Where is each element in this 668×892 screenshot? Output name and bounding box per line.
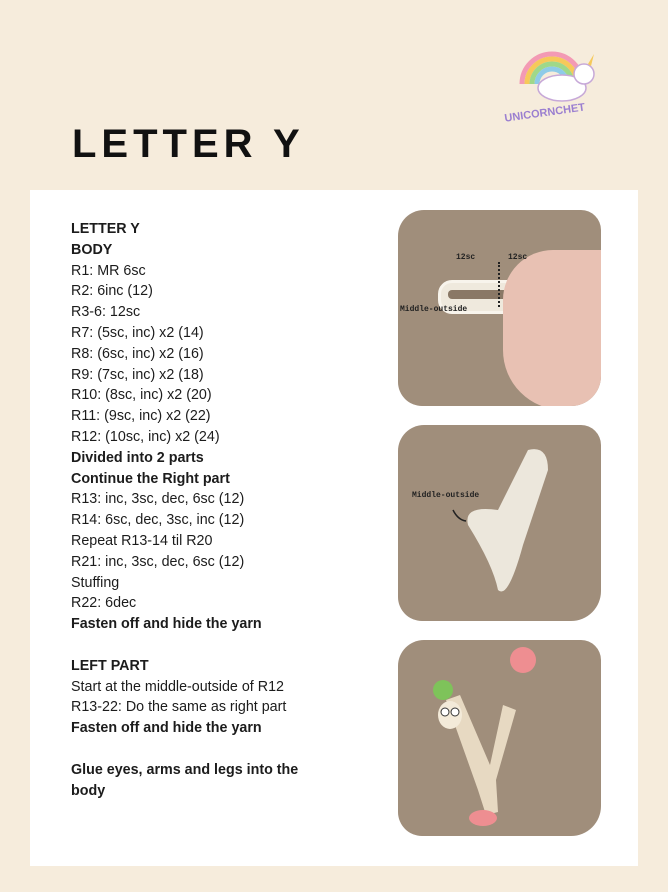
instruction-line: R1: MR 6sc [71, 262, 146, 279]
left-part-section [71, 656, 298, 739]
unicornchet-logo [500, 36, 620, 131]
pattern-instructions [71, 219, 298, 801]
instruction-line: R9: (7sc, inc) x2 (18) [71, 366, 204, 383]
instruction-line: R11: (9sc, inc) x2 (22) [71, 408, 211, 425]
page-title: LETTER Y [72, 122, 305, 166]
svg-text:UNICORNCHET: UNICORNCHET [503, 101, 586, 125]
instruction-line: R7: (5sc, inc) x2 (14) [71, 324, 204, 341]
instruction-line: R10: (8sc, inc) x2 (20) [71, 387, 212, 404]
instruction-line: BODY [71, 241, 113, 258]
instruction-line: body [71, 782, 106, 799]
instruction-line: R13-22: Do the same as right part [71, 699, 287, 716]
photo-label: Middle-outside [412, 491, 480, 500]
instruction-line: R3-6: 12sc [71, 304, 141, 321]
instruction-line: R13: inc, 3sc, dec, 6sc (12) [71, 491, 245, 508]
photo-label: Middle-outside [400, 305, 468, 314]
instruction-line: R2: 6inc (12) [71, 283, 153, 300]
instruction-line: Glue eyes, arms and legs into the [71, 761, 299, 778]
instruction-line: R12: (10sc, inc) x2 (24) [71, 428, 220, 445]
instruction-line: Repeat R13-14 til R20 [71, 532, 213, 549]
instruction-line: R21: inc, 3sc, dec, 6sc (12) [71, 553, 245, 570]
final-section [71, 760, 298, 802]
instruction-line: Continue the Right part [71, 470, 230, 487]
instruction-line: Fasten off and hide the yarn [71, 616, 262, 633]
instruction-line: Start at the middle-outside of R12 [71, 678, 284, 695]
instruction-line: R22: 6dec [71, 595, 137, 612]
instruction-line: R14: 6sc, dec, 3sc, inc (12) [71, 512, 245, 529]
instruction-line: R8: (6sc, inc) x2 (16) [71, 345, 204, 362]
photo-finished-letter [398, 640, 601, 836]
instruction-line: LEFT PART [71, 657, 149, 674]
instruction-line: Stuffing [71, 574, 120, 591]
instruction-line: Fasten off and hide the yarn [71, 720, 262, 737]
photo-split-body [398, 210, 601, 406]
body-section [71, 219, 298, 635]
photo-right-part [398, 425, 601, 621]
photo-label: 12sc [456, 253, 476, 262]
instruction-line: Divided into 2 parts [71, 449, 204, 466]
photo-label: 12sc [508, 253, 528, 262]
instruction-line: LETTER Y [71, 221, 140, 237]
